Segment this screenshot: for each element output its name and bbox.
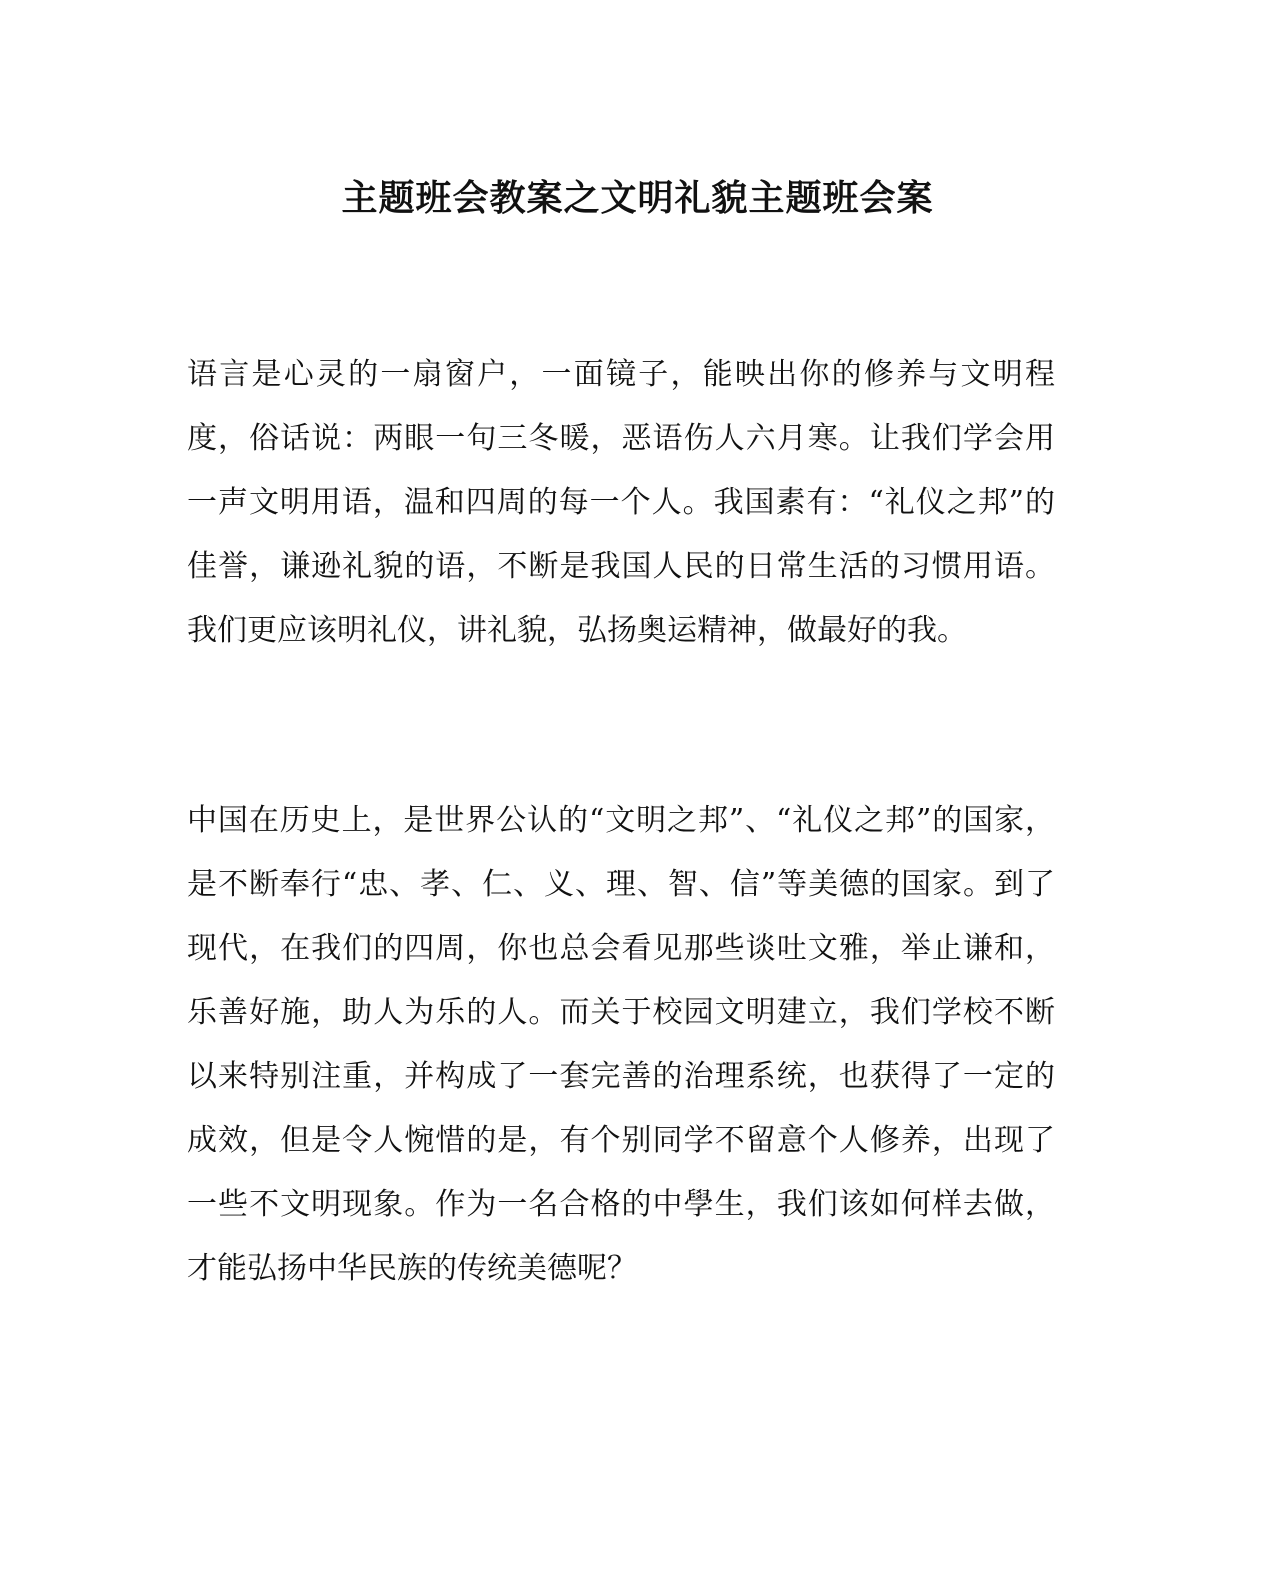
paragraph-history: 中国在历史上，是世界公认的“文明之邦”、“礼仪之邦”的国家，是不断奉行“忠、孝、仁、义、理、智、信”等美德的国家。到了现代，在我们的四周，你也总会看见那些谈吐文雅，举止谦和，乐善好施，助人为乐的人。而关于校园文明建立，我们学校不断以来特别注重，并构成了一套完善的治理系统，也获得了一定的成效，但是令人惋惜的是，有个别同学不留意个人修养，出现了一些不文明现象。作为一名合格的中學生，我们该如何样去做，才能弘扬中华民族的传统美德呢？ [187, 803, 1055, 1286]
paragraph-intro: 语言是心灵的一扇窗户，一面镜子，能映出你的修养与文明程度，俗话说：两眼一句三冬暖，恶语伤人六月寒。让我们学会用一声文明用语，温和四周的每一个人。我国素有：“礼仪之邦”的佳誉，谦逊礼貌的语，不断是我国人民的日常生活的习惯用语。我们更应该明礼仪，讲礼貌，弘扬奥运精神，做最好的我。 [187, 357, 1055, 648]
document-title: 主题班会教案之文明礼貌主题班会案 [341, 177, 934, 219]
